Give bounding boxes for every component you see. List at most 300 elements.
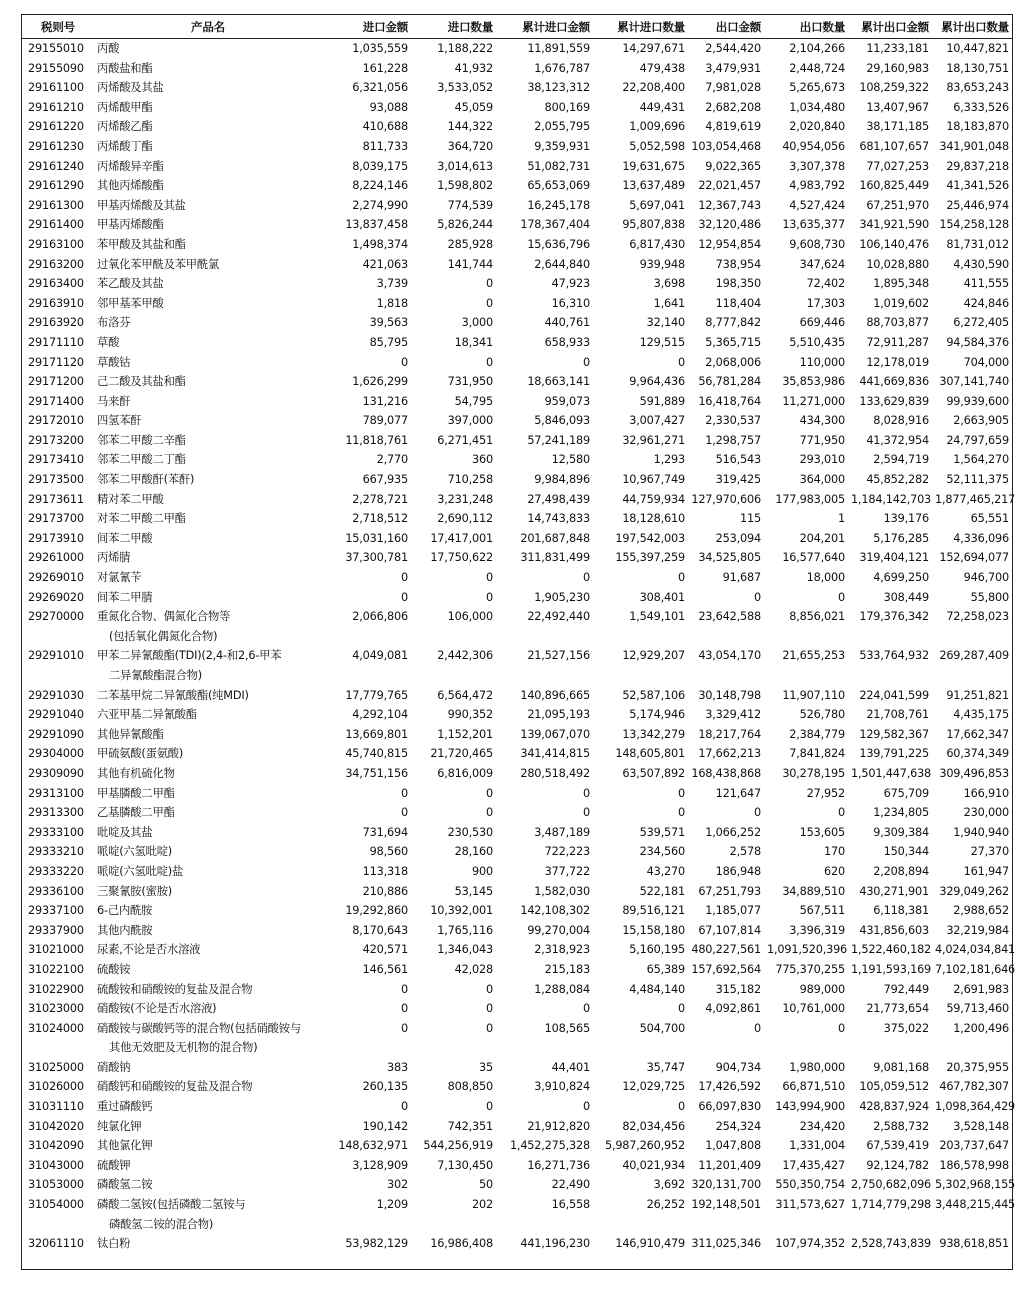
import-value-cell: 0 (401, 786, 408, 800)
product-name-cell (94, 392, 322, 412)
export-value-cell: 1,047,808 (705, 1139, 761, 1153)
table-row (22, 529, 1012, 549)
product-name-line: 硝酸钠 (97, 1060, 131, 1074)
cumulative-export-quantity-cell: 230,000 (963, 806, 1009, 820)
table-row (22, 960, 1012, 980)
import-value-cell: 4,049,081 (352, 649, 408, 663)
product-name-cell (94, 431, 322, 451)
cumulative-import-quantity-cell: 4,484,140 (629, 982, 685, 996)
tariff-code-cell: 29171200 (28, 375, 84, 389)
export-value-cell: 3,329,412 (705, 708, 761, 722)
cumulative-export-quantity-cell: 1,564,270 (953, 453, 1009, 467)
import-quantity-cell: 0 (486, 277, 493, 291)
product-name-line: 布洛芬 (97, 316, 131, 330)
product-name-cell (94, 176, 322, 196)
table-row (22, 1117, 1012, 1137)
tariff-code-cell: 29172010 (28, 414, 84, 428)
import-value-cell: 98,560 (369, 845, 408, 859)
product-name-cell (94, 1195, 322, 1234)
cumulative-export-value-cell: 2,528,743,839 (851, 1237, 932, 1251)
product-name-cell (94, 59, 322, 79)
cumulative-export-value-cell: 77,027,253 (866, 159, 929, 173)
export-quantity-cell: 0 (838, 1021, 845, 1035)
tariff-code-cell: 29163100 (28, 237, 84, 251)
export-quantity-cell: 40,954,056 (782, 139, 845, 153)
cumulative-import-quantity-cell: 32,140 (646, 316, 685, 330)
table-row (22, 392, 1012, 412)
cumulative-export-quantity-cell: 2,691,983 (953, 982, 1009, 996)
product-name-cell (94, 744, 322, 764)
export-quantity-cell: 27,952 (806, 786, 845, 800)
tariff-code-cell: 29171400 (28, 394, 84, 408)
table-row (22, 1077, 1012, 1097)
cumulative-export-value-cell: 224,041,599 (859, 688, 929, 702)
export-value-cell: 34,525,805 (698, 551, 761, 565)
cumulative-import-value-cell: 16,310 (551, 296, 590, 310)
export-value-cell: 5,365,715 (705, 335, 761, 349)
product-name-cell (94, 333, 322, 353)
tariff-code-cell: 31022900 (28, 982, 84, 996)
export-value-cell: 127,970,606 (691, 492, 761, 506)
product-name-line: 硫酸铵 (97, 962, 131, 976)
import-value-cell: 190,142 (362, 1119, 408, 1133)
cumulative-export-value-cell: 105,059,512 (859, 1080, 929, 1094)
cumulative-export-value-cell: 1,234,805 (873, 806, 929, 820)
table-row (22, 235, 1012, 255)
product-name-cell (94, 274, 322, 294)
export-value-cell: 2,682,208 (705, 100, 761, 114)
product-name-cell (94, 450, 322, 470)
cumulative-export-value-cell: 9,309,384 (873, 825, 929, 839)
import-quantity-cell: 0 (486, 571, 493, 585)
cumulative-import-value-cell: 11,891,559 (527, 42, 590, 55)
import-value-cell: 13,669,801 (345, 727, 408, 741)
export-value-cell: 2,544,420 (705, 42, 761, 55)
cumulative-export-value-cell: 10,028,880 (866, 257, 929, 271)
tariff-code-cell: 29337900 (28, 923, 84, 937)
cumulative-import-value-cell: 0 (583, 806, 590, 820)
import-value-cell: 93,088 (369, 100, 408, 114)
cumulative-export-quantity-cell: 4,024,034,841 (935, 943, 1016, 957)
import-quantity-cell: 3,533,052 (437, 81, 493, 95)
cumulative-import-quantity-cell: 504,700 (639, 1021, 685, 1035)
export-quantity-cell: 153,605 (799, 825, 845, 839)
product-name-cell (94, 784, 322, 804)
cumulative-export-value-cell: 533,764,932 (859, 649, 929, 663)
cumulative-export-quantity-cell: 2,988,652 (953, 904, 1009, 918)
cumulative-export-quantity-cell: 72,258,023 (946, 610, 1009, 624)
cumulative-export-value-cell: 139,176 (883, 512, 929, 526)
tariff-code-cell: 29269010 (28, 571, 84, 585)
tariff-code-cell: 31042090 (28, 1139, 84, 1153)
cumulative-import-quantity-cell: 479,438 (639, 61, 685, 75)
product-name-line: 重氮化合物、偶氮化合物等 (97, 610, 231, 624)
export-quantity-cell: 2,104,266 (789, 42, 845, 55)
export-value-cell: 32,120,486 (698, 218, 761, 232)
product-name-cell (94, 294, 322, 314)
export-quantity-cell: 204,201 (799, 531, 845, 545)
export-quantity-cell: 567,511 (799, 904, 845, 918)
cumulative-export-quantity-cell: 60,374,349 (946, 747, 1009, 761)
cumulative-import-quantity-cell: 0 (678, 571, 685, 585)
cumulative-export-quantity-cell: 6,272,405 (953, 316, 1009, 330)
cumulative-export-quantity-cell: 3,528,148 (953, 1119, 1009, 1133)
export-value-cell: 18,217,764 (698, 727, 761, 741)
export-value-cell: 3,479,931 (705, 61, 761, 75)
table-row (22, 333, 1012, 353)
product-name-cell (94, 803, 322, 823)
tariff-code-cell: 29291040 (28, 708, 84, 722)
cumulative-import-quantity-cell: 539,571 (639, 825, 685, 839)
cumulative-export-value-cell: 1,191,593,169 (851, 962, 932, 976)
cumulative-import-quantity-cell: 148,605,801 (615, 747, 685, 761)
cumulative-export-value-cell: 792,449 (883, 982, 929, 996)
import-value-cell: 131,216 (362, 394, 408, 408)
import-value-cell: 15,031,160 (345, 531, 408, 545)
export-value-cell: 4,819,619 (705, 120, 761, 134)
table-row (22, 470, 1012, 490)
cumulative-export-quantity-cell: 307,141,740 (939, 375, 1009, 389)
tariff-code-cell: 31042020 (28, 1119, 84, 1133)
table-row (22, 1058, 1012, 1078)
export-quantity-cell: 110,000 (799, 355, 845, 369)
cumulative-export-quantity-cell: 17,662,347 (946, 727, 1009, 741)
import-quantity-cell: 42,028 (454, 962, 493, 976)
cumulative-import-value-cell: 178,367,404 (520, 218, 590, 232)
cumulative-export-quantity-cell: 411,555 (963, 277, 1009, 291)
header-cumulative-export-quantity: 累计出口数量 (932, 15, 1012, 39)
export-quantity-cell: 107,974,352 (775, 1237, 845, 1251)
tariff-code-cell: 29269020 (28, 590, 84, 604)
cumulative-import-value-cell: 21,912,820 (527, 1119, 590, 1133)
cumulative-export-value-cell: 88,703,877 (866, 316, 929, 330)
import-quantity-cell: 41,932 (454, 61, 493, 75)
import-quantity-cell: 1,152,201 (437, 727, 493, 741)
table-row (22, 411, 1012, 431)
product-name-continuation: 其他无效肥及无机物的混合物) (109, 1041, 258, 1055)
tariff-code-cell: 29163200 (28, 257, 84, 271)
product-name-cell (94, 1136, 322, 1156)
tariff-code-cell: 29313300 (28, 806, 84, 820)
product-name-line: 三聚氰胺(蜜胺) (97, 884, 172, 898)
export-quantity-cell: 72,402 (806, 277, 845, 291)
export-value-cell: 192,148,501 (691, 1198, 761, 1212)
cumulative-export-quantity-cell: 1,940,940 (953, 825, 1009, 839)
import-quantity-cell: 18,341 (454, 335, 493, 349)
tariff-code-cell: 29163920 (28, 316, 84, 330)
table-row (22, 686, 1012, 706)
tariff-code-cell: 29333100 (28, 825, 84, 839)
cumulative-export-quantity-cell: 5,302,968,155 (935, 1178, 1016, 1192)
import-quantity-cell: 3,000 (461, 316, 493, 330)
import-quantity-cell: 141,744 (447, 257, 493, 271)
import-value-cell: 410,688 (362, 120, 408, 134)
header-import-quantity: 进口数量 (411, 15, 496, 39)
export-value-cell: 103,054,468 (691, 139, 761, 153)
product-name-line: 六亚甲基二异氰酸酯 (97, 708, 197, 722)
cumulative-export-quantity-cell: 55,800 (970, 590, 1009, 604)
cumulative-import-quantity-cell: 522,181 (639, 884, 685, 898)
product-name-cell (94, 196, 322, 216)
import-quantity-cell: 0 (486, 786, 493, 800)
export-quantity-cell: 5,265,673 (789, 81, 845, 95)
import-value-cell: 1,209 (376, 1198, 408, 1212)
tariff-code-cell: 29173611 (28, 492, 84, 506)
export-quantity-cell: 669,446 (799, 316, 845, 330)
product-name-line: 精对苯二甲酸 (97, 492, 164, 506)
cumulative-import-value-cell: 441,196,230 (520, 1237, 590, 1251)
import-quantity-cell: 1,598,802 (437, 179, 493, 193)
cumulative-export-quantity-cell: 6,333,526 (953, 100, 1009, 114)
table-row (22, 372, 1012, 392)
tariff-code-cell: 29161300 (28, 198, 84, 212)
export-value-cell: 23,642,588 (698, 610, 761, 624)
product-name-line: 过氧化苯甲酰及苯甲酰氯 (97, 257, 220, 271)
tariff-code-cell: 29333210 (28, 845, 84, 859)
import-value-cell: 17,779,765 (345, 688, 408, 702)
export-value-cell: 320,131,700 (691, 1178, 761, 1192)
import-value-cell: 302 (387, 1178, 408, 1192)
cumulative-import-quantity-cell: 1,549,101 (629, 610, 685, 624)
export-value-cell: 8,777,842 (705, 316, 761, 330)
import-quantity-cell: 1,765,116 (437, 923, 493, 937)
cumulative-import-value-cell: 2,318,923 (534, 943, 590, 957)
cumulative-import-value-cell: 16,271,736 (527, 1158, 590, 1172)
product-name-line: 其他异氰酸酯 (97, 727, 164, 741)
tariff-code-cell: 29161220 (28, 120, 84, 134)
import-quantity-cell: 774,539 (447, 198, 493, 212)
import-value-cell: 113,318 (362, 864, 408, 878)
cumulative-import-value-cell: 959,073 (544, 394, 590, 408)
cumulative-export-value-cell: 160,825,449 (859, 179, 929, 193)
tariff-code-cell: 29161240 (28, 159, 84, 173)
import-value-cell: 8,224,146 (352, 179, 408, 193)
product-name-line: 间苯二甲腈 (97, 590, 153, 604)
cumulative-import-quantity-cell: 52,587,106 (622, 688, 685, 702)
import-quantity-cell: 54,795 (454, 394, 493, 408)
export-value-cell: 67,251,793 (698, 884, 761, 898)
cumulative-export-value-cell: 441,669,836 (859, 375, 929, 389)
product-name-cell (94, 764, 322, 784)
export-quantity-cell: 1,034,480 (789, 100, 845, 114)
product-name-line: 甲硫氨酸(蛋氨酸) (97, 747, 184, 761)
export-value-cell: 253,094 (715, 531, 761, 545)
product-name-line: 6-己内酰胺 (97, 904, 153, 918)
cumulative-export-quantity-cell: 27,370 (970, 845, 1009, 859)
import-value-cell: 2,066,806 (352, 610, 408, 624)
header-product-name: 产品名 (94, 15, 322, 39)
cumulative-import-value-cell: 16,245,178 (527, 198, 590, 212)
cumulative-export-value-cell: 430,271,901 (859, 884, 929, 898)
product-name-cell (94, 313, 322, 333)
cumulative-export-value-cell: 5,176,285 (873, 531, 929, 545)
product-name-continuation: (包括氧化偶氮化合物) (109, 629, 218, 643)
export-value-cell: 311,025,346 (691, 1237, 761, 1251)
cumulative-import-value-cell: 22,490 (551, 1178, 590, 1192)
tariff-code-cell: 29336100 (28, 884, 84, 898)
product-name-cell (94, 235, 322, 255)
import-value-cell: 811,733 (362, 139, 408, 153)
tariff-code-cell: 29337100 (28, 904, 84, 918)
cumulative-export-quantity-cell: 94,584,376 (946, 335, 1009, 349)
table-row (22, 705, 1012, 725)
cumulative-export-quantity-cell: 424,846 (963, 296, 1009, 310)
product-name-line: 硝酸钙和硝酸铵的复盐及混合物 (97, 1080, 253, 1094)
export-quantity-cell: 10,761,000 (782, 1002, 845, 1016)
cumulative-import-quantity-cell: 13,637,489 (622, 179, 685, 193)
export-quantity-cell: 66,871,510 (782, 1080, 845, 1094)
product-name-line: 乙基膦酸二甲酯 (97, 806, 175, 820)
cumulative-export-value-cell: 21,708,761 (866, 708, 929, 722)
cumulative-export-value-cell: 375,022 (883, 1021, 929, 1035)
cumulative-import-quantity-cell: 939,948 (639, 257, 685, 271)
import-quantity-cell: 0 (486, 1021, 493, 1035)
cumulative-import-value-cell: 65,653,069 (527, 179, 590, 193)
cumulative-import-value-cell: 1,905,230 (534, 590, 590, 604)
export-value-cell: 157,692,564 (691, 962, 761, 976)
export-value-cell: 2,578 (729, 845, 761, 859)
product-name-cell (94, 372, 322, 392)
cumulative-import-value-cell: 1,582,030 (534, 884, 590, 898)
export-value-cell: 121,647 (715, 786, 761, 800)
export-quantity-cell: 35,853,986 (782, 375, 845, 389)
product-name-cell (94, 940, 322, 960)
table-row (22, 1156, 1012, 1176)
cumulative-import-value-cell: 2,055,795 (534, 120, 590, 134)
import-quantity-cell: 0 (486, 982, 493, 996)
import-quantity-cell: 50 (479, 1178, 493, 1192)
cumulative-export-value-cell: 108,259,322 (859, 81, 929, 95)
import-value-cell: 0 (401, 571, 408, 585)
export-quantity-cell: 3,396,319 (789, 923, 845, 937)
export-quantity-cell: 0 (838, 590, 845, 604)
export-quantity-cell: 8,856,021 (789, 610, 845, 624)
table-row (22, 137, 1012, 157)
product-name-line: 磷酸氢二铵 (97, 1178, 153, 1192)
import-value-cell: 383 (387, 1060, 408, 1074)
product-name-line: 硝酸铵与碳酸钙等的混合物(包括硝酸铵与 (97, 1021, 301, 1035)
tariff-code-cell: 29161210 (28, 100, 84, 114)
product-name-cell (94, 215, 322, 235)
import-value-cell: 146,561 (362, 962, 408, 976)
cumulative-export-quantity-cell: 25,446,974 (946, 198, 1009, 212)
cumulative-export-value-cell: 67,539,419 (866, 1139, 929, 1153)
tariff-code-cell: 31021000 (28, 943, 84, 957)
cumulative-export-value-cell: 2,594,719 (873, 453, 929, 467)
product-name-line: 对氯氰苄 (97, 571, 142, 585)
cumulative-export-quantity-cell: 341,901,048 (939, 139, 1009, 153)
cumulative-export-value-cell: 139,791,225 (859, 747, 929, 761)
cumulative-import-quantity-cell: 3,698 (653, 277, 685, 291)
cumulative-import-value-cell: 0 (583, 1100, 590, 1114)
import-quantity-cell: 900 (472, 864, 493, 878)
cumulative-export-value-cell: 179,376,342 (859, 610, 929, 624)
cumulative-export-value-cell: 681,107,657 (859, 139, 929, 153)
cumulative-export-value-cell: 106,140,476 (859, 237, 929, 251)
export-quantity-cell: 620 (824, 864, 845, 878)
import-quantity-cell: 10,392,001 (430, 904, 493, 918)
cumulative-import-quantity-cell: 5,697,041 (629, 198, 685, 212)
import-value-cell: 0 (401, 1021, 408, 1035)
cumulative-import-quantity-cell: 1,641 (653, 296, 685, 310)
export-quantity-cell: 3,307,378 (789, 159, 845, 173)
product-name-line: 哌啶(六氢吡啶)盐 (97, 864, 184, 878)
cumulative-import-quantity-cell: 10,967,749 (622, 473, 685, 487)
product-name-cell (94, 1019, 322, 1058)
import-value-cell: 2,770 (376, 453, 408, 467)
cumulative-import-quantity-cell: 89,516,121 (622, 904, 685, 918)
cumulative-export-value-cell: 341,921,590 (859, 218, 929, 232)
cumulative-import-value-cell: 27,498,439 (527, 492, 590, 506)
cumulative-import-quantity-cell: 0 (678, 1100, 685, 1114)
table-row (22, 157, 1012, 177)
tariff-code-cell: 29173700 (28, 512, 84, 526)
product-name-line: 邻苯二甲酸二丁酯 (97, 453, 186, 467)
cumulative-export-quantity-cell: 203,737,647 (939, 1139, 1009, 1153)
cumulative-import-value-cell: 142,108,302 (520, 904, 590, 918)
cumulative-export-quantity-cell: 24,797,659 (946, 433, 1009, 447)
cumulative-export-quantity-cell: 81,731,012 (946, 237, 1009, 251)
export-quantity-cell: 5,510,435 (789, 335, 845, 349)
export-value-cell: 1,066,252 (705, 825, 761, 839)
export-value-cell: 30,148,798 (698, 688, 761, 702)
cumulative-import-quantity-cell: 95,807,838 (622, 218, 685, 232)
product-name-cell (94, 568, 322, 588)
import-value-cell: 8,039,175 (352, 159, 408, 173)
export-value-cell: 186,948 (715, 864, 761, 878)
import-quantity-cell: 742,351 (447, 1119, 493, 1133)
cumulative-export-quantity-cell: 41,341,526 (946, 179, 1009, 193)
cumulative-import-value-cell: 311,831,499 (520, 551, 590, 565)
cumulative-export-value-cell: 9,081,168 (873, 1060, 929, 1074)
cumulative-export-value-cell: 1,522,460,182 (851, 943, 932, 957)
product-name-cell (94, 1156, 322, 1176)
table-header (22, 15, 1012, 39)
table-row (22, 215, 1012, 235)
import-quantity-cell: 6,564,472 (437, 688, 493, 702)
product-name-line: 草酸 (97, 335, 120, 349)
trade-statistics-table (22, 15, 1016, 1254)
export-quantity-cell: 13,635,377 (782, 218, 845, 232)
cumulative-import-quantity-cell: 44,759,934 (622, 492, 685, 506)
table-row (22, 39, 1012, 59)
cumulative-import-value-cell: 658,933 (544, 335, 590, 349)
product-name-line: 甲苯二异氰酸酯(TDI)(2,4-和2,6-甲苯 (97, 649, 282, 663)
cumulative-import-value-cell: 0 (583, 786, 590, 800)
export-value-cell: 168,438,868 (691, 766, 761, 780)
export-quantity-cell: 1,980,000 (789, 1060, 845, 1074)
product-name-line: 丙烯酸丁酯 (97, 139, 153, 153)
tariff-code-cell: 29173910 (28, 531, 84, 545)
product-name-cell (94, 646, 322, 685)
export-value-cell: 480,227,561 (691, 943, 761, 957)
cumulative-import-quantity-cell: 19,631,675 (622, 159, 685, 173)
cumulative-export-quantity-cell: 1,098,364,429 (935, 1100, 1016, 1114)
table-row (22, 607, 1012, 646)
table-row (22, 1175, 1012, 1195)
export-value-cell: 1,185,077 (705, 904, 761, 918)
cumulative-import-value-cell: 9,359,931 (534, 139, 590, 153)
cumulative-export-quantity-cell: 467,782,307 (939, 1080, 1009, 1094)
cumulative-import-value-cell: 99,270,004 (527, 923, 590, 937)
import-quantity-cell: 106,000 (447, 610, 493, 624)
product-name-line: 邻苯二甲酸酐(苯酐) (97, 473, 195, 487)
product-name-line: 四氢苯酐 (97, 414, 142, 428)
cumulative-export-value-cell: 308,449 (883, 590, 929, 604)
product-name-line: 己二酸及其盐和酯 (97, 375, 186, 389)
cumulative-export-quantity-cell: 3,448,215,445 (935, 1198, 1016, 1212)
cumulative-import-quantity-cell: 0 (678, 786, 685, 800)
